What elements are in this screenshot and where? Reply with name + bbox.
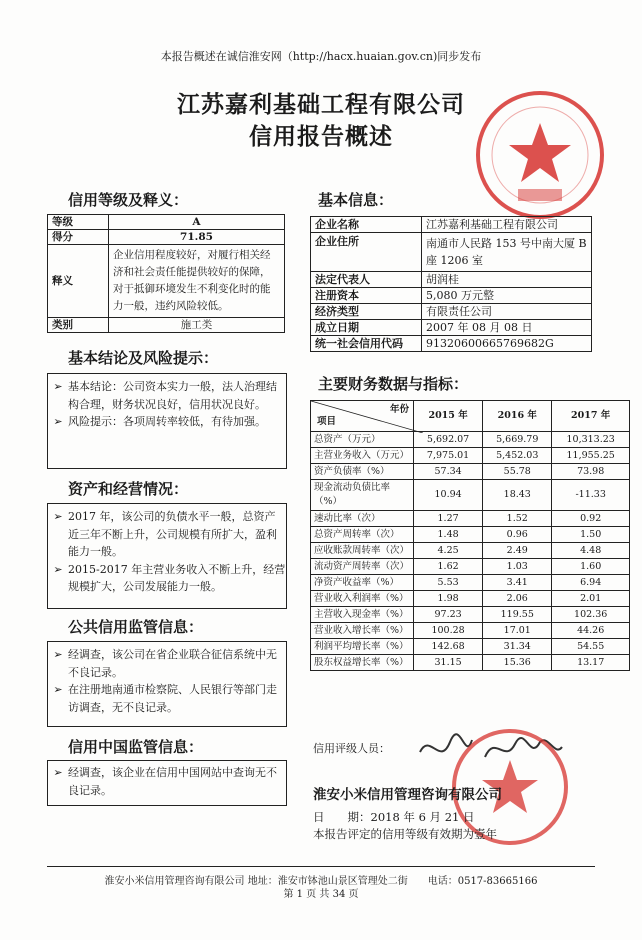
finance-row [311,655,630,671]
finance-item-name: 速动比率（次） [311,511,414,527]
finance-value: 1.52 [483,511,552,527]
finance-row [311,448,630,464]
arrow-bullet-icon: ➢ [53,562,63,576]
finance-value: 18.43 [483,480,552,511]
finance-item-name: 应收账款周转率（次） [311,543,414,559]
finance-item-name: 主营收入现金率（%） [311,607,414,623]
footer-divider [47,866,595,867]
finance-value: 73.98 [552,464,630,480]
finance-value: 1.48 [414,527,483,543]
finance-item-name: 资产负债率（%） [311,464,414,480]
assets-heading: 资产和经营情况： [68,480,189,498]
footer-address: 淮安小米信用管理咨询有限公司 地址：淮安市钵池山景区管理处二街 电话：0517-83665166 [104,876,538,887]
finance-value: 1.03 [483,559,552,575]
finance-value: 17.01 [483,623,552,639]
finance-item-name: 营业收入利润率（%） [311,591,414,607]
finance-row [311,527,630,543]
finance-value: 1.62 [414,559,483,575]
credit-heading: 信用等级及释义： [68,191,189,209]
finance-value: 5.53 [414,575,483,591]
finance-corner-cell: 年份 项目 [311,401,414,432]
finance-value: 15.36 [483,655,552,671]
finance-item-name: 总资产（万元） [311,432,414,448]
credit-table [47,214,285,333]
validity-note: 本报告评定的信用等级有效期为壹年 [313,827,497,841]
assets-box: ➢ 2017 年，该公司的负债水平一般，总资产近三年不断上升，公司规模有所扩大，盈利能力一般。 ➢ 2015-2017 年主营业务收入不断上升，经营规模扩大，公司发展能力一般。 [47,503,287,609]
credit-row-definition: 释义 企业信用程度较好，对履行相关经济和社会责任能提供较好的保障，对于抵御环境发生不利变化时的能力一般，违约风险较低。 [48,245,285,318]
finance-row [311,464,630,480]
finance-item-name: 总资产周转率（次） [311,527,414,543]
finance-row [311,575,630,591]
finance-value: 44.26 [552,623,630,639]
finance-item-name: 流动资产周转率（次） [311,559,414,575]
finance-value: 1.27 [414,511,483,527]
credit-row-score: 得分 71.85 [48,230,285,245]
finance-item-name: 股东权益增长率（%） [311,655,414,671]
basic-heading: 基本信息： [318,191,394,209]
finance-row [311,623,630,639]
finance-value: 119.55 [483,607,552,623]
finance-item-name: 主营业务收入（万元） [311,448,414,464]
arrow-bullet-icon: ➢ [53,648,63,661]
finance-heading: 主要财务数据与指标： [318,375,469,393]
finance-value: 2.49 [483,543,552,559]
finance-value: 4.25 [414,543,483,559]
finance-item-name: 利润平均增长率（%） [311,639,414,655]
finance-body [311,432,630,671]
finance-row [311,591,630,607]
company-title: 江苏嘉利基础工程有限公司 [177,91,465,118]
finance-value: 55.78 [483,464,552,480]
finance-value: 10.94 [414,480,483,511]
finance-value: 102.36 [552,607,630,623]
page-number: 第 1 页 共 34 页 [283,889,359,900]
finance-value: 100.28 [414,623,483,639]
finance-value: 1.60 [552,559,630,575]
arrow-bullet-icon: ➢ [53,415,63,428]
finance-value: 1.98 [414,591,483,607]
publish-notice: 本报告概述在诚信淮安网（http://hacx.huaian.gov.cn)同步发布 [160,50,482,63]
finance-value: 142.68 [414,639,483,655]
rater-label: 信用评级人员： [313,742,390,755]
public-box: ➢ 经调查，该公司在省企业联合征信系统中无不良记录。 ➢ 在注册地南通市检察院、人民银行等部门走访调查，无不良记录。 [47,641,287,727]
arrow-bullet-icon: ➢ [53,683,63,696]
credit-row-category: 类别 施工类 [48,318,285,333]
finance-row [311,543,630,559]
report-date: 日 期：2018 年 6 月 21 日 [313,810,475,824]
arrow-bullet-icon: ➢ [53,510,63,523]
finance-value: 5,669.79 [483,432,552,448]
finance-row [311,559,630,575]
finance-row [311,480,630,511]
finance-value: 2.06 [483,591,552,607]
finance-value: 7,975.01 [414,448,483,464]
arrow-bullet-icon: ➢ [53,380,63,393]
finance-row [311,607,630,623]
finance-value: 31.34 [483,639,552,655]
finance-table: 年份 项目 2015 年 2016 年 2017 年 总资产（万元） 5,692.07 5,669.79 10,313.23 主营业务收入（万元） 7,975.01 5,452.03 11,955.25 资产负债率（%） 57.34 55.78 73.98 现金流动负债比率（%） 10.94 18.43 -11.33 速动比率（次） 1.27 1.52 0.92 总资产周转率（次） 1.48 0.96 1.50 应收账款周转率（次） 4.25 2.49 4.48 流动资产周转率（次） 1.62 1.03 1.60 净资产收益率（%） 5.53 3.41 6.94 营业收入利润率（%） 1.98 2.06 2.01 主营收入现金率（%） 97.23 119.55 102.36 营业收入增长率（%） 100.28 17.01 44.26 利润平均增长率（%） 142.68 31.34 54.55 股东权益增长率（%） 31.15 15.36 13.17 [310,400,630,671]
finance-value: 0.92 [552,511,630,527]
basic-info-table: 企业名称 江苏嘉利基础工程有限公司 企业住所 南通市人民路 153 号中南大厦 B 座 1206 室 法定代表人 胡润桂 注册资本 5,080 万元整 经济类型 有限责任公司 成立日期 2007 年 08 月 08 日 统一社会信用代码 91320600665769682G [310,216,592,352]
arrow-bullet-icon: ➢ [53,766,63,779]
finance-value: 10,313.23 [552,432,630,448]
china-box: ➢ 经调查，该企业在信用中国网站中查询无不良记录。 [47,760,287,806]
conclusion-heading: 基本结论及风险提示： [68,349,219,367]
finance-value: 3.41 [483,575,552,591]
finance-value: 54.55 [552,639,630,655]
credit-row-grade: 等级 A [48,215,285,230]
conclusion-box: ➢ 基本结论：公司资本实力一般，法人治理结构合理，财务状况良好，信用状况良好。 ➢ 风险提示：各项周转率较低，有待加强。 [47,373,287,469]
finance-item-name: 营业收入增长率（%） [311,623,414,639]
finance-value: 57.34 [414,464,483,480]
report-title: 信用报告概述 [249,123,393,150]
finance-row [311,432,630,448]
finance-row [311,511,630,527]
agency-name: 淮安小米信用管理咨询有限公司 [313,787,502,803]
finance-value: 4.48 [552,543,630,559]
china-heading: 信用中国监管信息： [68,738,204,756]
finance-item-name: 净资产收益率（%） [311,575,414,591]
finance-value: 31.15 [414,655,483,671]
finance-value: 6.94 [552,575,630,591]
finance-value: -11.33 [552,480,630,511]
public-heading: 公共信用监管信息： [68,618,204,636]
finance-value: 5,692.07 [414,432,483,448]
finance-value: 11,955.25 [552,448,630,464]
finance-value: 1.50 [552,527,630,543]
finance-value: 0.96 [483,527,552,543]
finance-value: 97.23 [414,607,483,623]
official-seal-icon [470,85,610,225]
finance-row [311,639,630,655]
finance-value: 13.17 [552,655,630,671]
finance-value: 2.01 [552,591,630,607]
finance-item-name: 现金流动负债比率（%） [311,480,414,511]
finance-value: 5,452.03 [483,448,552,464]
